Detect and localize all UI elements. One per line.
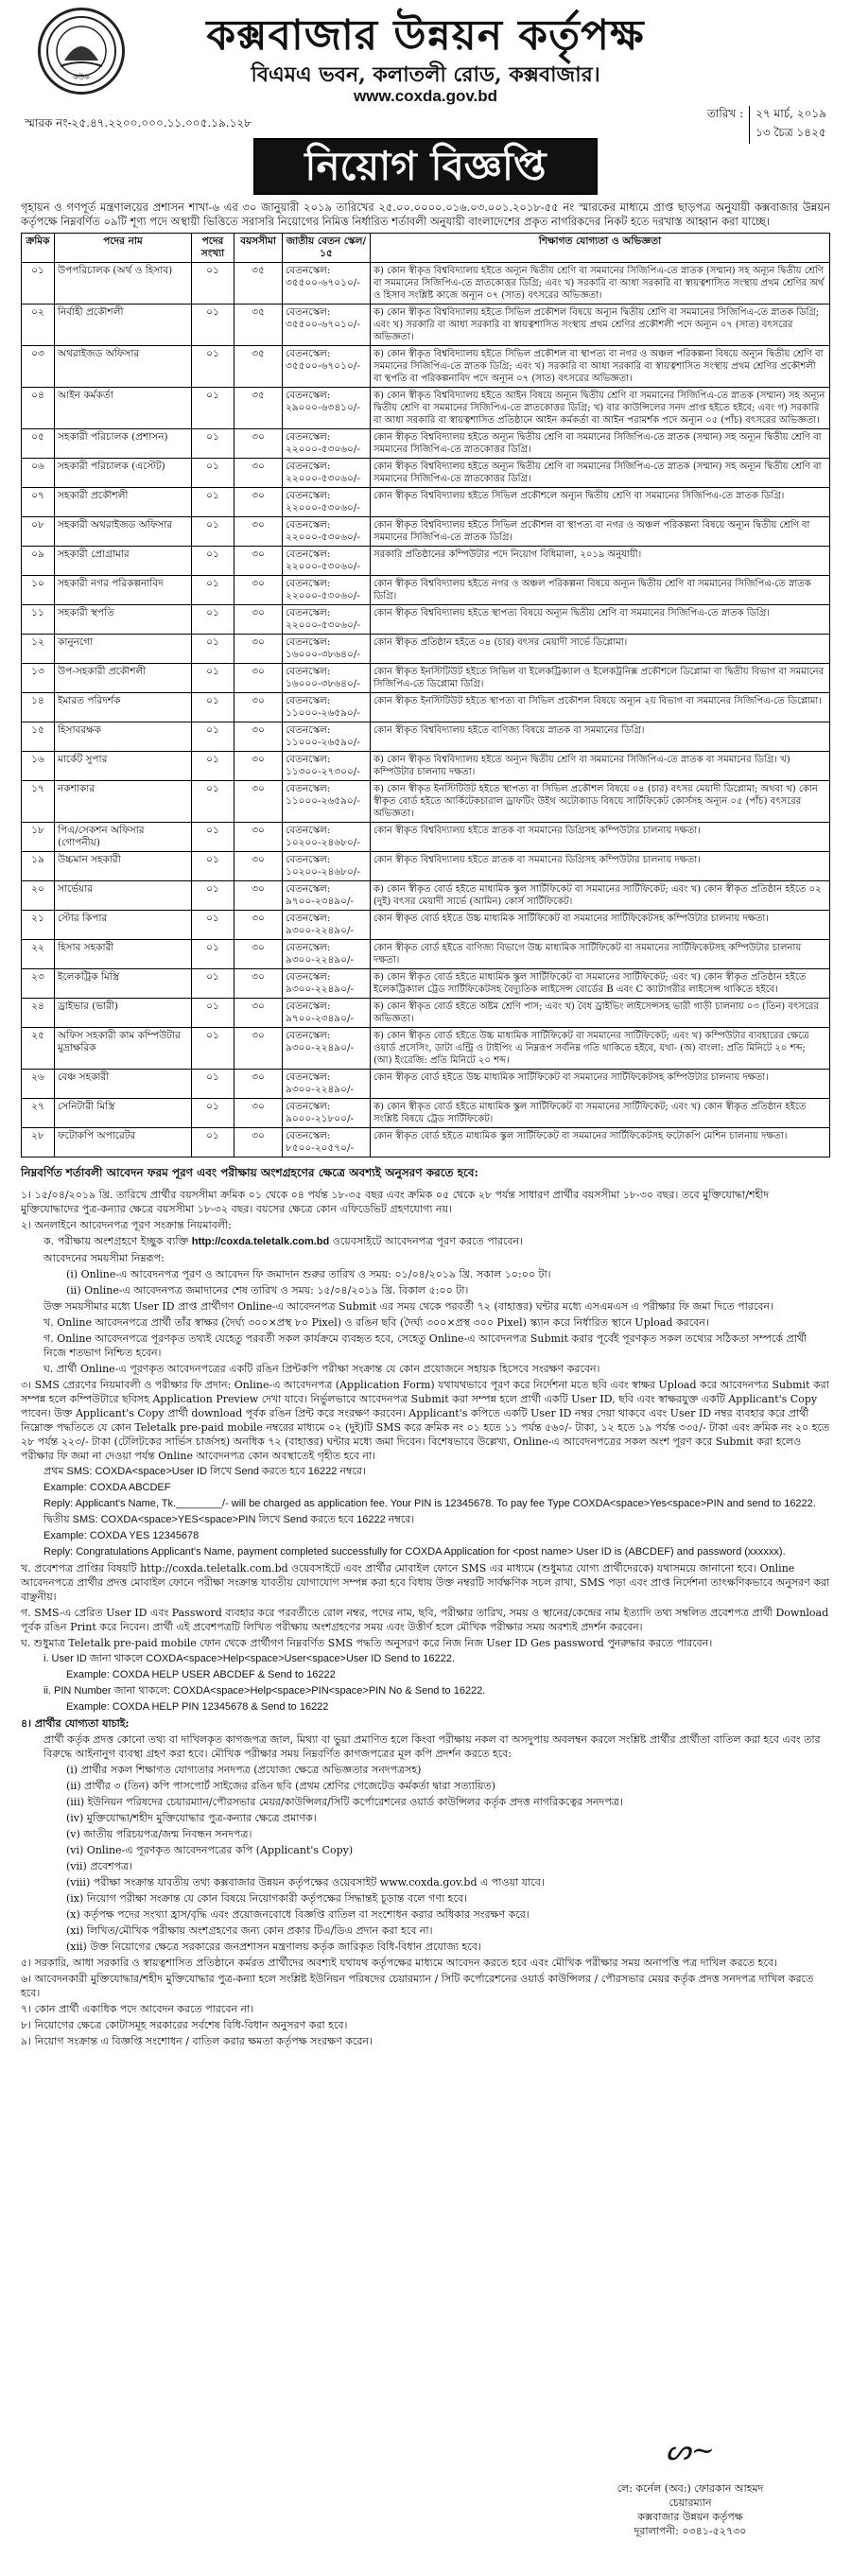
row-age-limit: ৩৫ xyxy=(234,346,283,388)
row-post-name: হিসাব সহকারী xyxy=(55,940,192,969)
row-pay-scale: বেতনস্কেল: ২২০০০-৫৩০৬০/- xyxy=(283,547,371,576)
notice-intro: গৃহায়ন ও গণপূর্ত মন্ত্রণালয়ের প্রশাসন শাখা-৬ এর ৩০ জানুয়ারী ২০১৯ তারিখের ২৫.০০.০০০০.০১৬.০৩.০০১.২০১৮-৫৫ নং স্মারকের মাধ্যমে প্রাপ্ত ছাড়পত্র অনুযায়ী কক্সবাজার উন্নয়ন কর্তৃপক্ষে নিম্নবর্ণিত ০৯টি শূণ্য পদে অস্থায়ী ভিত্তিতে সরাসরি নিয়োগের নিমিত্ত নির্ধারিত শর্তাবলী অনুযায়ী বাংলাদেশের প্রকৃত নাগরিকদের নিকট হতে দরখাস্ত আহ্বান করা যাচ্ছে। xyxy=(21,200,830,228)
term-accuracy: গ. Online আবেদনপত্রে পূরণকৃত তথ্যই যেহেতু পরবর্তী সকল কার্যক্রমে ব্যবহৃত হবে, সেহেতু Online-এ আবেদনপত্র Submit করার পূর্বেই পূরণকৃত সকল তথ্যের সঠিকতা সম্পর্কে প্রার্থী নিজে শতভাগ নিশ্চিত হবেন। xyxy=(43,1332,808,1359)
table-row xyxy=(22,752,830,781)
row-age-limit: ৩০ xyxy=(234,459,283,488)
sms-second-example: Example: COXDA YES 12345678 xyxy=(43,1530,200,1541)
row-pay-scale: বেতনস্কেল: ৯৩০০-২২৪৯০/- xyxy=(283,969,371,999)
recovery-pin-example: Example: COXDA HELP PIN 12345678 & Send to 16222 xyxy=(66,1701,329,1713)
table-row xyxy=(22,852,830,881)
term-govt-employee: ৫। সরকারি, আধা সরকারি ও স্বায়ত্বশাসিত প্রতিষ্ঠানে কর্মরত প্রার্থীদের অবশ্যই যথাযথ কর্তৃপক্ষের মাধ্যমে আবেদন করতে হবে এবং মৌখিক পরীক্ষার সময় অনাপত্তি পত্র দাখিল করতে হবে। xyxy=(21,1957,777,1969)
table-row xyxy=(22,429,830,459)
list-item: (ix) নিয়োগ পরীক্ষা সংক্রান্ত যে কোন বিষয়ে নিয়োগকারী কর্তৃপক্ষের সিদ্ধান্তই চূড়ান্ত বলে গণ্য হবে। xyxy=(66,1892,467,1905)
row-post-count: ০১ xyxy=(192,781,234,823)
row-age-limit: ৩০ xyxy=(234,940,283,969)
list-item: (i) প্রার্থীর সকল শিক্ষাগত যোগ্যতার সনদপত্র (প্রযোজ্য ক্ষেত্রে অভিজ্ঞতার সনদপত্রসহ) xyxy=(66,1764,422,1776)
row-age-limit: ৩০ xyxy=(234,429,283,459)
row-post-name: অথরাইজড অফিসার xyxy=(55,346,192,388)
row-age-limit: ৩০ xyxy=(234,969,283,999)
row-post-name: সহকারী পরিচালক (এস্টেট) xyxy=(55,459,192,488)
row-pay-scale: বেতনস্কেল: ১৬০০০-৩৮৬৪০/- xyxy=(283,664,371,693)
row-serial: ২৩ xyxy=(22,969,55,999)
posts-table xyxy=(21,233,830,1157)
row-qualification: কোন স্বীকৃত বোর্ড হইতে বাণিজ্য বিভাগে উচ্চ মাধ্যমিক সার্টিফিকেট বা সমমানের সার্টিফিকেটসহ কম্পিউটার চালনায় দক্ষতা। xyxy=(371,940,830,969)
row-post-count: ০১ xyxy=(192,940,234,969)
row-post-count: ০১ xyxy=(192,823,234,852)
row-age-limit: ৩০ xyxy=(234,605,283,635)
row-pay-scale: বেতনস্কেল: ১১৩০০-২৭৩০০/- xyxy=(283,752,371,781)
recovery-pin: ii. PIN Number জানা থাকলে: COXDA<space>Help<space>PIN<space>PIN No & Send to 16222. xyxy=(43,1685,486,1697)
row-qualification: কোন স্বীকৃত বোর্ড হইতে উচ্চ মাধ্যমিক সার্টিফিকেট বা সমমানের সার্টিফিকেটসহ কম্পিউটার চালনায় দক্ষতা। xyxy=(371,911,830,940)
row-pay-scale: বেতনস্কেল: ২২০০০-৫৩০৬০/- xyxy=(283,605,371,635)
row-age-limit: ৩০ xyxy=(234,1070,283,1099)
row-post-count: ০১ xyxy=(192,881,234,911)
row-age-limit: ৩০ xyxy=(234,547,283,576)
row-post-count: ০১ xyxy=(192,852,234,881)
row-qualification: কোন স্বীকৃত বোর্ড হইতে মাধ্যমিক স্কুল সার্টিফিকেট বা সমমানের সার্টিফিকেটসহ ফটোকপি মেশিন চালনায় দক্ষতা। xyxy=(371,1128,830,1157)
table-row xyxy=(22,722,830,752)
row-post-name: সহকারী পরিচালক (প্রশাসন) xyxy=(55,429,192,459)
recovery-user-id-example: Example: COXDA HELP USER ABCDEF & Send to 16222 xyxy=(66,1669,336,1680)
row-post-count: ০১ xyxy=(192,459,234,488)
row-qualification: কোন স্বীকৃত বিশ্ববিদ্যালয় হইতে অন্যূন দ্বিতীয় শ্রেণি বা সমমানের সিজিপিএ-তে স্নাতক (সম্মান) সহ অন্যূন দ্বিতীয় শ্রেণি বা সমমানের সিজিপিএ-তে স্নাতকোত্তর ডিগ্রি। xyxy=(371,459,830,488)
row-serial: ০১ xyxy=(22,263,55,305)
row-pay-scale: বেতনস্কেল: ৩৫৫০০-৬৭০১০/- xyxy=(283,263,371,305)
row-post-count: ০১ xyxy=(192,999,234,1028)
row-qualification: সরকারি প্রতিষ্ঠানের কম্পিউটার পদে নিয়োগ বিধিমালা, ২০১৯ অনুযায়ী। xyxy=(371,547,830,576)
table-row xyxy=(22,517,830,547)
row-serial: ২৮ xyxy=(22,1128,55,1157)
term-eligibility: প্রার্থী কর্তৃক প্রদত্ত কোনো তথ্য বা দাখিলকৃত কাগজপত্র জাল, মিথ্যা বা ভুয়া প্রমাণিত হলে কিংবা পরীক্ষায় নকল বা অসদুপায় অবলম্বন করলে সংশ্লিষ্ট প্রার্থীর প্রার্থীতা বাতিল করা হবে এবং তার বিরুদ্ধে আইনানুগ ব্যবস্থা গ্রহণ করা হবে। মৌখিক পরীক্ষার সময় নিম্নবর্ণিত কাগজপত্রের মূল কপি প্রদর্শন করতে হবে: xyxy=(43,1733,821,1760)
row-serial: ১৬ xyxy=(22,752,55,781)
row-serial: ১১ xyxy=(22,605,55,635)
row-post-name: অফিস সহকারী কাম কম্পিউটার মুদ্রাক্ষরিক xyxy=(55,1028,192,1070)
list-item: (vi) Online-এ পূরণকৃত আবেদনপত্রের কপি (Applicant's Copy) xyxy=(66,1844,354,1856)
table-row xyxy=(22,635,830,664)
organization-address: বিএমএ ভবন, কলাতলী রোড, কক্সবাজার। xyxy=(251,62,600,87)
col-qualification: শিক্ষাগত যোগ্যতা ও অভিজ্ঞতা xyxy=(371,234,830,263)
terms-heading: নিম্নবর্ণিত শর্তাবলী আবেদন ফরম পূরণ এবং পরীক্ষায় অংশগ্রহণের ক্ষেত্রে অবশ্যই অনুসরণ করতে হবে: xyxy=(21,1166,478,1179)
row-post-name: আইন কর্মকর্তা xyxy=(55,388,192,429)
row-serial: ১৫ xyxy=(22,722,55,752)
sms-first-example: Example: COXDA ABCDEF xyxy=(43,1482,171,1493)
logo-text: কউক xyxy=(73,73,90,81)
row-post-name: কানুনগো xyxy=(55,635,192,664)
table-row xyxy=(22,488,830,517)
row-post-name: নকশাকার xyxy=(55,781,192,823)
row-pay-scale: বেতনস্কেল: ২২০০০-৫৩০৬০/- xyxy=(283,429,371,459)
row-post-name: উচ্চমান সহকারী xyxy=(55,852,192,881)
signature-block xyxy=(567,2434,813,2538)
row-age-limit: ৩০ xyxy=(234,517,283,547)
row-post-count: ০১ xyxy=(192,1028,234,1070)
row-qualification: ক) কোন স্বীকৃত বিশ্ববিদ্যালয় হইতে অন্যূন দ্বিতীয় শ্রেণি বা সমমানের সিজিপিএ-তে স্নাতক (সম্মান) সহ অন্যূন দ্বিতীয় শ্রেণি বা সমমানের সিজিপিএ-তে স্নাতকোত্তর ডিগ্রি; এবং খ) সরকারি বা আধা সরকারি বা স্বায়ত্বশাসিত সংস্থায় প্রথম শ্রেণির অর্থ ও হিসাব সংশ্লিষ্ট কাজে অন্যূন ০৭ (সাত) বৎসরের অভিজ্ঞতা। xyxy=(371,263,830,305)
list-item: (iii) ইউনিয়ন পরিষদের চেয়ারম্যান/পৌরসভার মেয়র/কাউন্সিলর/সিটি কর্পোরেশনের ওয়ার্ড কাউন্সিলর কর্তৃক প্রদত্ত নাগরিকত্বের সনদপত্র। xyxy=(66,1796,623,1808)
row-qualification: কোন স্বীকৃত প্রতিষ্ঠান হইতে ০৪ (চার) বৎসর মেয়াদী সার্ভে ডিপ্লোমা। xyxy=(371,635,830,664)
table-row xyxy=(22,1099,830,1128)
sms-second-reply: Reply: Congratulations Applicant's Name, payment completed successfully for COXDA Application for <post name> User ID is (ABCDEF) and password (xxxxxx). xyxy=(43,1546,786,1558)
row-post-count: ০১ xyxy=(192,576,234,605)
term-quota: ৮। নিয়োগের ক্ষেত্রে কোটাসমূহ সরকারের সর্বশেষ বিধি-বিধান অনুসরণ করা হবে। xyxy=(21,2019,348,2031)
row-pay-scale: বেতনস্কেল: ১০২০০-২৪৬৮০/- xyxy=(283,823,371,852)
term-amendment: ৯। নিয়োগ সংক্রান্ত এ বিজ্ঞপ্তি সংশোধন / বাতিল করার ক্ষমতা কর্তৃপক্ষ সংরক্ষণ করেন। xyxy=(21,2035,373,2047)
term-website xyxy=(21,1234,830,1249)
row-qualification: কোন স্বীকৃত ইনস্টিটিউট হইতে স্থাপত্য বা সিভিল প্রকৌশল বিষয়ে অন্যূন ২য় বিভাগ বা সমমানের সিজিপিএ-তে ডিপ্লোমা। xyxy=(371,693,830,722)
row-age-limit: ৩০ xyxy=(234,722,283,752)
row-qualification: কোন স্বীকৃত ইনস্টিটিউট হইতে সিভিল বা ইলেকট্রিক্যাল ও ইলেকট্রনিক্স প্রকৌশলে ডিপ্লোমা বা দ্বিতীয় বিভাগ বা সমমানের সিজিপিএ-তে ডিপ্লোমা ডিগ্রি। xyxy=(371,664,830,693)
row-pay-scale: বেতনস্কেল: ২৯০০০-৬৩৪১০/- xyxy=(283,388,371,429)
row-qualification: ক) কোন স্বীকৃত বোর্ড হইতে মাধ্যমিক স্কুল সার্টিফিকেট বা সমমানের সার্টিফিকেট; এবং খ) কোন স্বীকৃত প্রতিষ্ঠান হইতে ০২ (দুই) বৎসর মেয়াদী সার্ভে (আমিন) কোর্স সার্টিফিকেট। xyxy=(371,881,830,911)
row-post-count: ০১ xyxy=(192,635,234,664)
row-serial: ২৪ xyxy=(22,999,55,1028)
sms-first: প্রথম SMS: COXDA<space>User ID লিখে Send করতে হবে 16222 নম্বরে। xyxy=(43,1466,366,1477)
list-item: (xi) লিখিত/মৌখিক পরীক্ষায় অংশগ্রহণের জন্য কোন প্রকার টিএ/ডিএ প্রদান করা হবে না। xyxy=(66,1924,433,1937)
row-qualification: কোন স্বীকৃত বিশ্ববিদ্যালয় হইতে অন্যূন দ্বিতীয় শ্রেণি বা সমমানের সিজিপিএ-তে স্নাতক (সম্মান) সহ অন্যূন দ্বিতীয় শ্রেণি বা সমমানের সিজিপিএ-তে স্নাতকোত্তর ডিগ্রি। xyxy=(371,429,830,459)
row-post-count: ০১ xyxy=(192,722,234,752)
row-serial: ০৬ xyxy=(22,459,55,488)
row-qualification: ক) কোন স্বীকৃত বোর্ড হইতে মাধ্যমিক স্কুল সার্টিফিকেট বা সমমানের সার্টিফিকেট; এবং খ) কোন স্বীকৃত প্রতিষ্ঠান হইতে সংশ্লিষ্ট বিষয়ে ট্রেড সার্টিফিকেট। xyxy=(371,1099,830,1128)
row-qualification: ক) কোন স্বীকৃত বিশ্ববিদ্যালয় হইতে সিভিল প্রকৌশল বা স্থাপত্য বা নগর ও অঞ্চল পরিকল্পনা বিষয়ে অন্যূন দ্বিতীয় শ্রেণি বা সমমানের সিজিপিএ-তে স্নাতক ডিগ্রি; এবং খ) সরকারি বা আধা সরকারি বা স্বায়ত্বশাসিত সংস্থায় প্রথম শ্রেণির প্রকৌশলী বা স্থপতি বা পরিকল্পনাবিদ পদে অন্যূন ০৭ (সাত) বৎসরের অভিজ্ঞতা। xyxy=(371,346,830,388)
row-age-limit: ৩০ xyxy=(234,911,283,940)
row-post-name: মার্কেট সুপার xyxy=(55,752,192,781)
row-post-count: ০১ xyxy=(192,664,234,693)
row-serial: ২১ xyxy=(22,911,55,940)
term-printcopy: ঘ. প্রার্থী Online-এ পূরণকৃত আবেদনপত্রের একটি রঙিন প্রিন্টকপি পরীক্ষা সংক্রান্ত যে কোন প্রয়োজনে সহায়ক হিসেবে সংরক্ষণ করবেন। xyxy=(43,1363,600,1375)
row-pay-scale: বেতনস্কেল: ১০২০০-২৪৬৮০/- xyxy=(283,852,371,881)
term-admit-card: খ. প্রবেশপত্র প্রাপ্তির বিষয়টি http://coxda.teletalk.com.bd ওয়েবসাইটে এবং প্রার্থীর মোবাইল ফোনে SMS এর মাধ্যমে (শুধুমাত্র যোগ্য প্রার্থীদেরকে) যথাসময়ে জানানো হবে। Online আবেদনপত্রে প্রার্থীর প্রদত্ত মোবাইল ফোনে পরীক্ষা সংক্রান্ত যাবতীয় যোগাযোগ সম্পন্ন করা হবে বিধায় উক্ত নম্বরটি সার্বক্ষণিক সচল রাখা, SMS পড়া এবং প্রাপ্ত নির্দেশনা তাৎক্ষণিকভাবে অনুসরণ করা বাঞ্ছনীয়। xyxy=(21,1562,830,1603)
list-item: (vii) প্রবেশপত্র। xyxy=(66,1860,133,1872)
row-post-name: সার্ভেয়ার xyxy=(55,881,192,911)
row-pay-scale: বেতনস্কেল: ৩৫৫০০-৬৭০১০/- xyxy=(283,346,371,388)
col-post-count: পদের সংখ্যা xyxy=(192,234,234,263)
terms-section xyxy=(21,1188,830,2048)
row-pay-scale: বেতনস্কেল: ৯৩০০-২২৪৯০/- xyxy=(283,911,371,940)
table-row xyxy=(22,664,830,693)
row-age-limit: ৩০ xyxy=(234,1128,283,1157)
row-post-name: ড্রাইভার (ভারী) xyxy=(55,999,192,1028)
signatory-organization: কক্সবাজার উন্নয়ন কর্তৃপক্ষ xyxy=(637,2511,743,2523)
row-post-count: ০১ xyxy=(192,488,234,517)
table-row xyxy=(22,305,830,346)
list-item: (x) কর্তৃপক্ষ পদের সংখ্যা হ্রাস/বৃদ্ধি এবং প্রয়োজনবোধে বিজ্ঞপ্তি বাতিল বা সংশোধন করার অধিকার সংরক্ষণ করে। xyxy=(66,1908,530,1921)
row-qualification: কোন স্বীকৃত বিশ্ববিদ্যালয় হইতে স্নাতক বা সমমানের ডিগ্রিসহ কম্পিউটার চালনায় দক্ষতা। xyxy=(371,852,830,881)
table-row xyxy=(22,969,830,999)
row-qualification: ক) কোন স্বীকৃত বোর্ড হইতে মাধ্যমিক স্কুল সার্টিফিকেট বা সমমানের সার্টিফিকেট; এবং খ) কোন স্বীকৃত প্রতিষ্ঠান হইতে ইলেকট্রিক্যাল ট্রেড সার্টিফিকেটসহ বৈদ্যুতিক লাইসেন্স বোর্ডের B এবং C ক্যাটাগরীর লাইসেন্স থাকিতে হইবে। xyxy=(371,969,830,999)
term-website-rest: ওয়েবসাইটে আবেদনপত্র পূরণ করতে পারবেন। xyxy=(332,1235,524,1247)
col-post-name: পদের নাম xyxy=(55,234,192,263)
row-age-limit: ৩০ xyxy=(234,576,283,605)
list-item: (viii) পরীক্ষা সংক্রান্ত যাবতীয় তথ্য কক্সবাজার উন্নয়ন কর্তৃপক্ষের ওয়েবসাইট www.coxda.gov.bd এ পাওয়া যাবে। xyxy=(66,1876,545,1888)
row-post-name: সহকারী নগর পরিকল্পনাবিদ xyxy=(55,576,192,605)
term-eligibility-head: ৪। প্রার্থীর যোগ্যতা যাচাই: xyxy=(21,1717,130,1730)
row-pay-scale: বেতনস্কেল: ৩৫৫০০-৬৭০১০/- xyxy=(283,305,371,346)
row-age-limit: ৩৫ xyxy=(234,263,283,305)
table-row xyxy=(22,459,830,488)
row-post-name: স্টোর কিপার xyxy=(55,911,192,940)
row-serial: ২৬ xyxy=(22,1070,55,1099)
col-serial: ক্রমিক xyxy=(22,234,55,263)
row-post-name: সহকারী অথরাইজড অফিসার xyxy=(55,517,192,547)
row-post-count: ০১ xyxy=(192,263,234,305)
list-item: (ii) প্রার্থীর ৩ (তিন) কপি পাসপোর্ট সাইজের রঙিন ছবি (প্রথম শ্রেণির গেজেটেড কর্মকর্তা দ্বারা সত্যায়িত) xyxy=(66,1780,496,1792)
posts-table-body xyxy=(22,263,830,1157)
table-row xyxy=(22,576,830,605)
row-serial: ২০ xyxy=(22,881,55,911)
row-post-name: হিসাবরক্ষক xyxy=(55,722,192,752)
row-post-name: নির্বাহী প্রকৌশলী xyxy=(55,305,192,346)
term-sms-fee: ৩। SMS প্রেরণের নিয়মাবলী ও পরীক্ষার ফি প্রদান: Online-এ আবেদনপত্র (Application Form) যথাযথভাবে পূরণ করে নির্দেশনা মতে ছবি এবং স্বাক্ষর Upload করে আবেদনপত্র Submit করা সম্পন্ন হলে কম্পিউটারে ছবিসহ Application Preview দেখা যাবে। নির্ভুলভাবে আবেদনপত্র Submit করা সম্পন্ন হলে প্রার্থী একটি User ID, ছবি এবং স্বাক্ষরযুক্ত একটি Applicant's Copy পাবেন। উক্ত Applicant's Copy প্রার্থী download পূর্বক রঙিন প্রিন্ট করে সংরক্ষণ করবেন। Applicant's কপিতে একটি User ID নম্বর দেয়া থাকবে এবং User ID নম্বর ব্যবহার করে প্রার্থী নিম্নোক্ত পদ্ধতিতে যে কোন Teletalk pre-paid mobile নম্বরের মাধ্যমে ০২ (দুই)টি SMS করে ক্রমিক নং ০১ হতে ১১ পর্যন্ত ৫৬০/- টাকা, ১২ হতে ১৯ পর্যন্ত ৩৩৫/- টাকা এবং ক্রমিক নং ২০ হতে ২৮ পর্যন্ত ২২৩/- টাকা (টেলিটকের সার্ভিস চার্জসহ) অনধিক ৭২ (বাহাত্তর) ঘন্টার মধ্যে জমা দিবেন। বিশেষভাবে উল্লেখ্য, Online-এ আবেদনপত্রের সকল অংশ পূরণ করে Submit করা হলেও পরীক্ষার ফি জমা না দেওয়া পর্যন্ত Online আবেদনপত্র কোন অবস্থাতেই গৃহীত হবে না। xyxy=(21,1379,830,1462)
term-schedule-end: (ii) Online-এ আবেদনপত্র জমাদানের শেষ তারিখ ও সময়: ১৫/০৪/২০১৯ খ্রি. বিকাল ৫:০০ টা। xyxy=(66,1284,469,1297)
row-post-count: ০১ xyxy=(192,969,234,999)
table-row xyxy=(22,1028,830,1070)
row-serial: ০৮ xyxy=(22,517,55,547)
row-age-limit: ৩৫ xyxy=(234,305,283,346)
row-post-count: ০১ xyxy=(192,388,234,429)
row-post-name: ইমারত পরিদর্শক xyxy=(55,693,192,722)
row-age-limit: ৩০ xyxy=(234,1099,283,1128)
row-serial: ২২ xyxy=(22,940,55,969)
table-row xyxy=(22,605,830,635)
row-post-name: সহকারী প্রকৌশলী xyxy=(55,488,192,517)
row-post-name: উপ-সহকারী প্রকৌশলী xyxy=(55,664,192,693)
term-schedule-head: আবেদনের সময়সীমা নিম্নরূপ: xyxy=(43,1252,165,1264)
signatory-name: লে: কর্নেল (অব:) ফোরকান আহমদ xyxy=(617,2482,764,2495)
row-pay-scale: বেতনস্কেল: ৮৫০০-২০৫৭০/- xyxy=(283,1128,371,1157)
row-pay-scale: বেতনস্কেল: ১১০০০-২৬৫৯০/- xyxy=(283,693,371,722)
row-post-count: ০১ xyxy=(192,1128,234,1157)
row-age-limit: ৩০ xyxy=(234,664,283,693)
row-serial: ১৯ xyxy=(22,852,55,881)
row-post-count: ০১ xyxy=(192,1099,234,1128)
term-schedule-note: উক্ত সময়সীমার মধ্যে User ID প্রাপ্ত প্রার্থীগণ Online-এ আবেদনপত্র Submit এর সময় থেকে পরবর্তী ৭২ (বাহাত্তর) ঘন্টার মধ্যে এসএমএস এ পরীক্ষার ফি জমা দিতে পারবেন। xyxy=(43,1300,773,1313)
term-age-limit: ১। ১৫/০৪/২০১৯ খ্রি. তারিখে প্রার্থীর বয়সসীমা ক্রমিক ০১ থেকে ০৪ পর্যন্ত ১৮-৩৫ বছর এবং ক্রমিক ০৫ থেকে ২৮ পর্যন্ত সাধারণ প্রার্থীর বয়সসীমা ১৮-৩০ বছর। তবে মুক্তিযোদ্ধা/শহীদ মুক্তিযোদ্ধাদের পুত্র-কন্যার ক্ষেত্রে বয়সসীমা ১৮-৩২ বছর। বয়সের ক্ষেত্রে কোন এফিডেভিট গ্রহণযোগ্য নয়। xyxy=(21,1189,770,1215)
row-pay-scale: বেতনস্কেল: ৯৩০০-২২৪৯০/- xyxy=(283,1028,371,1070)
table-row xyxy=(22,1070,830,1099)
row-post-count: ০১ xyxy=(192,429,234,459)
term-website-text: ক. পরীক্ষায় অংশগ্রহণে ইচ্ছুক ব্যক্তি xyxy=(43,1235,189,1247)
organization-title: কক্সবাজার উন্নয়ন কর্তৃপক্ষ xyxy=(206,11,645,60)
row-post-count: ০১ xyxy=(192,605,234,635)
row-qualification: ক) কোন স্বীকৃত বোর্ড হইতে অষ্টম শ্রেণি পাস; এবং খ) বৈধ ড্রাইভিং লাইসেন্সসহ ভারী গাড়ী চালনায় ০৩ (তিন) বৎসরের অভিজ্ঞতা। xyxy=(371,999,830,1028)
row-serial: ১৪ xyxy=(22,693,55,722)
row-age-limit: ৩৫ xyxy=(234,388,283,429)
organization-website: www.coxda.gov.bd xyxy=(353,87,498,105)
table-row xyxy=(22,940,830,969)
row-post-name: পিএ/সেকশন অফিসার (গোপনীয়) xyxy=(55,823,192,852)
row-post-count: ০১ xyxy=(192,693,234,722)
row-pay-scale: বেতনস্কেল: ৯৭০০-২৩৪৯০/- xyxy=(283,881,371,911)
row-serial: ০৭ xyxy=(22,488,55,517)
row-post-name: বেঞ্চ সহকারী xyxy=(55,1070,192,1099)
table-row xyxy=(22,346,830,388)
row-post-name: ইলেকট্রিক মিস্ত্রি xyxy=(55,969,192,999)
date-label: তারিখ : xyxy=(706,107,744,120)
row-post-count: ০১ xyxy=(192,752,234,781)
row-qualification: কোন স্বীকৃত বিশ্ববিদ্যালয় হইতে সিভিল প্রকৌশল বা স্থাপত্য বা নগর ও অঞ্চল পরিকল্পনা বিষয়ে অন্যূন দ্বিতীয় শ্রেণি বা সমমানের সিজিপিএ-তে স্নাতক ডিগ্রি। xyxy=(371,517,830,547)
list-item: (xii) উক্ত নিয়োগের ক্ষেত্রে সরকারের জনপ্রশাসন মন্ত্রণালয় কর্তৃক জারিকৃত বিধি-বিধান প্রযোজ্য হবে। xyxy=(66,1941,481,1953)
row-pay-scale: বেতনস্কেল: ৯৩০০-২২৪৯০/- xyxy=(283,940,371,969)
row-age-limit: ৩০ xyxy=(234,823,283,852)
row-post-count: ০১ xyxy=(192,517,234,547)
row-qualification: কোন স্বীকৃত বিশ্ববিদ্যালয় হইতে বাণিজ্য বিষয়ে স্নাতক বা সমমানের ডিগ্রি। xyxy=(371,722,830,752)
row-pay-scale: বেতনস্কেল: ২২০০০-৫৩০৬০/- xyxy=(283,459,371,488)
application-website-link[interactable]: http://coxda.teletalk.com.bd xyxy=(191,1236,330,1247)
row-serial: ১২ xyxy=(22,635,55,664)
row-serial: ২৭ xyxy=(22,1099,55,1128)
date-bengali: ১৩ চৈত্র ১৪২৫ xyxy=(755,126,826,139)
row-serial: ০৯ xyxy=(22,547,55,576)
row-post-name: সহকারী প্রোগ্রামার xyxy=(55,547,192,576)
row-qualification: ক) কোন স্বীকৃত বিশ্ববিদ্যালয় হইতে অন্যূন দ্বিতীয় শ্রেণি বা সমমানের সিজিপিএ-তে স্নাতক বা সমমানের ডিগ্রি। খ) কম্পিউটার চালনায় দক্ষতা। xyxy=(371,752,830,781)
row-qualification: কোন স্বীকৃত বিশ্ববিদ্যালয় হইতে স্থাপত্য বিষয়ে অন্যূন দ্বিতীয় শ্রেণি বা সমমানের সিজিপিএ-তে স্নাতক ডিগ্রি। xyxy=(371,605,830,635)
list-item: (v) জাতীয় পরিচয়পত্র/জন্ম নিবন্ধন সনদপত্র। xyxy=(66,1828,252,1840)
notice-banner: নিয়োগ বিজ্ঞপ্তি xyxy=(253,138,598,195)
row-qualification: ক) কোন স্বীকৃত বোর্ড হইতে উচ্চ মাধ্যমিক সার্টিফিকেট বা সমমানের সার্টিফিকেট; এবং খ) কম্পিউটার ব্যবহারের ক্ষেত্রে ওয়ার্ড প্রসেসিং, ডাটা এন্ট্রি ও টাইপিং এ নিম্নরূপ সর্বনিম্ন গতি থাকিতে হইবে, যথা- (অ) বাংলা: প্রতি মিনিটে ২০ শব্দ; (আ) ইংরেজি: প্রতি মিনিটে ২০ শব্দ। xyxy=(371,1028,830,1070)
term-recovery: ঘ. শুধুমাত্র Teletalk pre-paid mobile ফোন থেকে প্রার্থীগণ নিম্নবর্ণিত SMS পদ্ধতি অনুসরণ করে নিজ নিজ User ID Ges password পুনরুদ্ধার করতে পারবেন। xyxy=(21,1637,713,1649)
term-download-admit: গ. SMS-এ প্রেরিত User ID এবং Password ব্যবহার করে পরবর্তীতে রোল নম্বর, পদের নাম, ছবি, পরীক্ষার তারিখ, সময় ও স্থানের/কেন্দ্রের নাম ইত্যাদি তথ্য সম্বলিত প্রবেশপত্র প্রার্থী Download পূর্বক রঙিন Print করে নিবেন। প্রার্থী এই প্রবেশপত্রটি লিখিত পরীক্ষায় অংশগ্রহণের সময় এবং উত্তীর্ণ হলে মৌখিক পরীক্ষার সময় অবশ্যই প্রদর্শন করবেন। xyxy=(21,1607,829,1633)
table-row xyxy=(22,911,830,940)
row-pay-scale: বেতনস্কেল: ৯৩০০-২২৪৯০/- xyxy=(283,1070,371,1099)
row-qualification: কোন স্বীকৃত বিশ্ববিদ্যালয় হইতে সিভিল প্রকৌশলে অন্যূন দ্বিতীয় শ্রেণি বা সমমানের সিজিপিএ-তে স্নাতক ডিগ্রি। xyxy=(371,488,830,517)
row-serial: ১৩ xyxy=(22,664,55,693)
row-age-limit: ৩০ xyxy=(234,852,283,881)
signatory-phone: দূরালাপনী: ০৩৪১-৫২৭৩০ xyxy=(634,2525,747,2537)
table-row xyxy=(22,388,830,429)
recovery-user-id: i. User ID জানা থাকলে COXDA<space>Help<space>User<space>User ID Send to 16222. xyxy=(43,1653,455,1664)
term-single-post: ৭। কোন প্রার্থী একাধিক পদে আবেদন করতে পারবেন না। xyxy=(21,2003,254,2015)
table-header-row xyxy=(22,234,830,263)
row-age-limit: ৩০ xyxy=(234,881,283,911)
row-qualification: কোন স্বীকৃত বিশ্ববিদ্যালয় হইতে স্নাতক বা সমমানের ডিগ্রিসহ কম্পিউটার চালনায় দক্ষতা। xyxy=(371,823,830,852)
row-qualification: ক) কোন স্বীকৃত বিশ্ববিদ্যালয় হইতে আইন বিষয়ে অন্যূন দ্বিতীয় শ্রেণি বা সমমানের সিজিপিএ-তে স্নাতক (সম্মান) সহ অন্যূন দ্বিতীয় শ্রেণি বা সমমানের সিজিপিএ-তে স্নাতকোত্তর ডিগ্রি; খ) বার কাউন্সিলের সনদ প্রাপ্ত হইতে হইবে; এবং গ) সরকারি বা আধা সরকারি বা স্বায়ত্বশাসিত প্রতিষ্ঠানে আইন কর্মকর্তা বা আইন পরামর্শক পদে অন্যূন ০৫ (পাঁচ) বৎসরের অভিজ্ঞতা। xyxy=(371,388,830,429)
term-upload: খ. Online আবেদনপত্রে প্রার্থী তাঁর স্বাক্ষর (দৈর্ঘ্য ৩০০×প্রস্থ ৮০ Pixel) ও রঙিন ছবি (দৈর্ঘ্য ৩০০×প্রস্থ ৩০০ Pixel) স্ক্যান করে নির্ধারিত স্থানে Upload করবেন। xyxy=(43,1316,709,1329)
row-serial: ২৫ xyxy=(22,1028,55,1070)
row-qualification: ক) কোন স্বীকৃত বিশ্ববিদ্যালয় হইতে সিভিল প্রকৌশল বিষয়ে অন্যূন দ্বিতীয় শ্রেণি বা সমমানের সিজিপিএ-তে স্নাতক ডিগ্রি; এবং খ) সরকারি বা আধা সরকারি বা স্বায়ত্বশাসিত সংস্থায় প্রথম শ্রেণির প্রকৌশলী পদে অন্যূন ০৭ (সাত) বৎসরের অভিজ্ঞতা। xyxy=(371,305,830,346)
row-serial: ০৪ xyxy=(22,388,55,429)
table-row xyxy=(22,881,830,911)
row-pay-scale: বেতনস্কেল: ২২০০০-৫৩০৬০/- xyxy=(283,517,371,547)
row-age-limit: ৩০ xyxy=(234,1028,283,1070)
row-pay-scale: বেতনস্কেল: ১১০০০-২৬৫৯০/- xyxy=(283,722,371,752)
term-schedule-start: (i) Online-এ আবেদনপত্র পূরণ ও আবেদন ফি জমাদান শুরুর তারিখ ও সময়: ০১/০৪/২০১৯ খ্রি. সকাল ১০:০০ টা। xyxy=(66,1268,551,1280)
row-post-count: ০১ xyxy=(192,346,234,388)
row-post-count: ০১ xyxy=(192,1070,234,1099)
row-pay-scale: বেতনস্কেল: ২২০০০-৫৩০৬০/- xyxy=(283,488,371,517)
date-gregorian: ২৭ মার্চ, ২০১৯ xyxy=(755,107,826,120)
table-row xyxy=(22,263,830,305)
row-age-limit: ৩০ xyxy=(234,781,283,823)
row-serial: ১০ xyxy=(22,576,55,605)
row-age-limit: ৩০ xyxy=(234,635,283,664)
eligibility-list xyxy=(21,1763,830,1954)
row-serial: ১৮ xyxy=(22,823,55,852)
signature-mark: ᔕ~ xyxy=(666,2434,715,2467)
table-row xyxy=(22,823,830,852)
col-pay-scale: জাতীয় বেতন স্কেল/১৫ xyxy=(283,234,371,263)
row-qualification: কোন স্বীকৃত বোর্ড হইতে উচ্চ মাধ্যমিক সার্টিফিকেট বা সমমানের সার্টিফিকেটসহ কম্পিউটার চালনায় দক্ষতা। xyxy=(371,1070,830,1099)
row-post-count: ০১ xyxy=(192,305,234,346)
row-pay-scale: বেতনস্কেল: ২২০০০-৫৩০৬০/- xyxy=(283,576,371,605)
row-serial: ০৩ xyxy=(22,346,55,388)
row-post-name: সেনিটারী মিস্ত্রি xyxy=(55,1099,192,1128)
row-pay-scale: বেতনস্কেল: ৯০০০-২১৮০০/- xyxy=(283,1099,371,1128)
term-online-rules: ২। অনলাইনে আবেদনপত্র পূরণ সংক্রান্ত নিয়মাবলী: xyxy=(21,1219,232,1231)
notice-date xyxy=(707,106,826,144)
sms-second: দ্বিতীয় SMS: COXDA<space>YES<space>PIN লিখে Send করতে হবে 16222 নম্বরে। xyxy=(43,1514,415,1525)
row-pay-scale: বেতনস্কেল: ৯৭০০-২৩৪৯০/- xyxy=(283,999,371,1028)
row-qualification: ক) কোন স্বীকৃত ইনস্টিটিউট হইতে স্থাপত্য বা সিভিল প্রকৌশল বিষয়ে ০৪ (চার) বৎসর মেয়াদী ডিপ্লোমা; অথবা খ) কোন স্বীকৃত বোর্ড হইতে আর্কিটেকচারাল ড্রাফটিং উইথ অটোক্যাড বিষয়ে সার্টিফিকেট কোর্সসহ অন্যূন ০৫ (পাঁচ) বৎসরের অভিজ্ঞতা। xyxy=(371,781,830,823)
row-serial: ১৭ xyxy=(22,781,55,823)
list-item: (iv) মুক্তিযোদ্ধা/শহীদ মুক্তিযোদ্ধার পুত্র-কন্যার ক্ষেত্রে প্রমাণক। xyxy=(66,1812,317,1824)
table-row xyxy=(22,999,830,1028)
table-row xyxy=(22,547,830,576)
row-age-limit: ৩০ xyxy=(234,999,283,1028)
row-post-count: ০১ xyxy=(192,911,234,940)
memo-number: স্মারক নং-২৫.৪৭.২২০০.০০০.১১.০০৫.১৯.১২৮ xyxy=(25,116,252,130)
row-age-limit: ৩০ xyxy=(234,752,283,781)
term-freedom-fighter: ৬। আবেদনকারী মুক্তিযোদ্ধার/শহীদ মুক্তিযোদ্ধার পুত্র-কন্যা হলে সংশ্লিষ্ট ইউনিয়ন পরিষদের চেয়ারম্যান / সিটি কর্পোরেশনের ওয়ার্ড কাউন্সিলর / পৌরসভার মেয়র কর্তৃক প্রদত্ত সনদপত্র দাখিল করতে হবে। xyxy=(21,1973,814,1999)
row-post-name: সহকারী স্থপতি xyxy=(55,605,192,635)
row-age-limit: ৩০ xyxy=(234,693,283,722)
table-row xyxy=(22,693,830,722)
row-pay-scale: বেতনস্কেল: ১১০০০-২৬৫৯০/- xyxy=(283,781,371,823)
row-age-limit: ৩০ xyxy=(234,488,283,517)
signatory-designation: চেয়ারম্যান xyxy=(669,2497,712,2509)
row-serial: ০২ xyxy=(22,305,55,346)
sms-first-reply: Reply: Applicant's Name, Tk.________/- will be charged as application fee. Your PIN is 12345678. To pay fee Type COXDA<space>Yes<space>PIN and send to 16222. xyxy=(43,1498,816,1509)
row-qualification: কোন স্বীকৃত বিশ্ববিদ্যালয় হইতে নগর ও অঞ্চল পরিকল্পনা বিষয়ে অন্যূন দ্বিতীয় শ্রেণি বা সমমানের সিজিপিএ-তে স্নাতক ডিগ্রি। xyxy=(371,576,830,605)
row-serial: ০৫ xyxy=(22,429,55,459)
row-pay-scale: বেতনস্কেল: ১৬০০০-৩৮৬৪০/- xyxy=(283,635,371,664)
notice-header xyxy=(21,0,830,139)
row-post-name: উপপরিচালক (অর্থ ও হিসাব) xyxy=(55,263,192,305)
row-post-count: ০১ xyxy=(192,547,234,576)
table-row xyxy=(22,1128,830,1157)
col-age-limit: বয়সসীমা xyxy=(234,234,283,263)
table-row xyxy=(22,781,830,823)
row-post-name: ফটোকপি অপারেটর xyxy=(55,1128,192,1157)
